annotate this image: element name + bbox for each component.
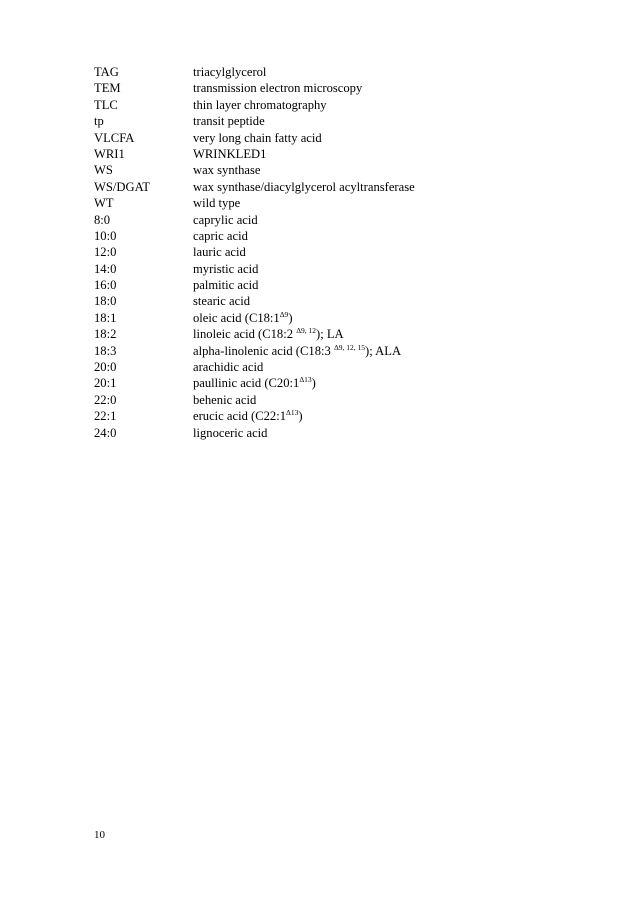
abbreviation-definition: oleic acid $(C18:1^{\Delta 9})$: [193, 309, 293, 325]
abbreviation-term: TEM: [94, 81, 121, 96]
abbreviation-row: [94, 97, 574, 113]
abbreviation-row: [94, 293, 574, 309]
abbreviation-term: 20:0: [94, 360, 117, 375]
abbreviation-row: [94, 228, 574, 244]
abbreviation-term: 16:0: [94, 278, 117, 293]
abbreviation-term: TLC: [94, 97, 118, 112]
abbreviation-definition: arachidic acid: [193, 360, 264, 375]
abbreviation-term: 20:1: [94, 376, 117, 391]
abbreviation-row: [94, 375, 574, 391]
abbreviation-term: 18:2: [94, 327, 117, 342]
abbreviation-list: [94, 64, 574, 441]
abbreviation-term: TAG: [94, 65, 119, 79]
abbreviation-row: [94, 113, 574, 129]
abbreviation-row: [94, 130, 574, 146]
abbreviation-definition: myristic acid: [193, 261, 259, 276]
abbreviation-row: [94, 408, 574, 424]
abbreviation-term: WS: [94, 163, 113, 178]
abbreviation-row: [94, 425, 574, 441]
abbreviation-definition: transit peptide: [193, 114, 265, 129]
abbreviation-definition: lauric acid: [193, 245, 246, 260]
abbreviation-term: 18:3: [94, 343, 117, 358]
abbreviation-row: [94, 179, 574, 195]
abbreviation-definition: thin layer chromatography: [193, 97, 327, 112]
abbreviation-row: [94, 80, 574, 96]
abbreviation-definition: caprylic acid: [193, 212, 258, 227]
superscript: Δ13: [299, 375, 312, 385]
abbreviation-definition: stearic acid: [193, 294, 250, 309]
abbreviation-row: [94, 64, 574, 80]
abbreviation-definition: paullinic acid $(C20:1^{\Delta 13})$: [193, 375, 316, 391]
abbreviation-row: [94, 261, 574, 277]
abbreviation-term: WT: [94, 196, 114, 211]
abbreviation-row: [94, 212, 574, 228]
abbreviation-term: 24:0: [94, 425, 117, 440]
abbreviation-definition: erucic acid $(C22:1^{\Delta 13})$: [193, 408, 303, 424]
abbreviation-definition: alpha-linolenic acid (C18:3 $^{\Delta 9, 12, 15}$); ALA: [193, 342, 402, 358]
abbreviation-definition: wax synthase: [193, 163, 261, 178]
abbreviation-row: [94, 244, 574, 260]
abbreviation-term: 18:1: [94, 310, 117, 325]
abbreviation-term: 12:0: [94, 245, 117, 260]
abbreviation-term: 22:0: [94, 392, 117, 407]
abbreviation-row: [94, 277, 574, 293]
abbreviation-term: 14:0: [94, 261, 117, 276]
abbreviation-term: VLCFA: [94, 130, 135, 145]
abbreviation-definition: wild type: [193, 196, 241, 211]
abbreviation-row: [94, 310, 574, 326]
abbreviation-definition: transmission electron microscopy: [193, 81, 363, 96]
abbreviation-row: [94, 162, 574, 178]
abbreviation-term: WS/DGAT: [94, 179, 150, 194]
abbreviation-definition: very long chain fatty acid: [193, 130, 322, 145]
superscript: Δ9, 12: [296, 326, 317, 336]
abbreviation-row: [94, 146, 574, 162]
abbreviation-definition: behenic acid: [193, 392, 257, 407]
superscript: Δ13: [286, 408, 299, 418]
abbreviation-row: [94, 359, 574, 375]
abbreviation-term: 8:0: [94, 212, 111, 227]
abbreviation-definition: wax synthase/diacylglycerol acyltransferase: [193, 179, 415, 194]
abbreviation-definition: palmitic acid: [193, 278, 259, 293]
abbreviation-term: WRI1: [94, 146, 125, 161]
abbreviation-definition: WRINKLED1: [193, 146, 267, 161]
abbreviation-definition: capric acid: [193, 228, 248, 243]
page-number: 10: [94, 829, 105, 841]
abbreviation-definition: triacylglycerol: [193, 65, 267, 79]
abbreviation-row: [94, 343, 574, 359]
abbreviation-row: [94, 326, 574, 342]
abbreviation-term: 18:0: [94, 294, 117, 309]
superscript: Δ9, 12, 15: [333, 342, 366, 352]
abbreviation-definition: linoleic acid (C18:2 $^{\Delta 9, 12}$); LA: [193, 326, 344, 342]
abbreviation-row: [94, 195, 574, 211]
abbreviation-term: 22:1: [94, 409, 117, 424]
abbreviation-row: [94, 392, 574, 408]
abbreviation-term: tp: [94, 114, 104, 129]
abbreviation-term: 10:0: [94, 228, 117, 243]
abbreviation-definition: lignoceric acid: [193, 425, 268, 440]
superscript: Δ9: [279, 309, 289, 319]
